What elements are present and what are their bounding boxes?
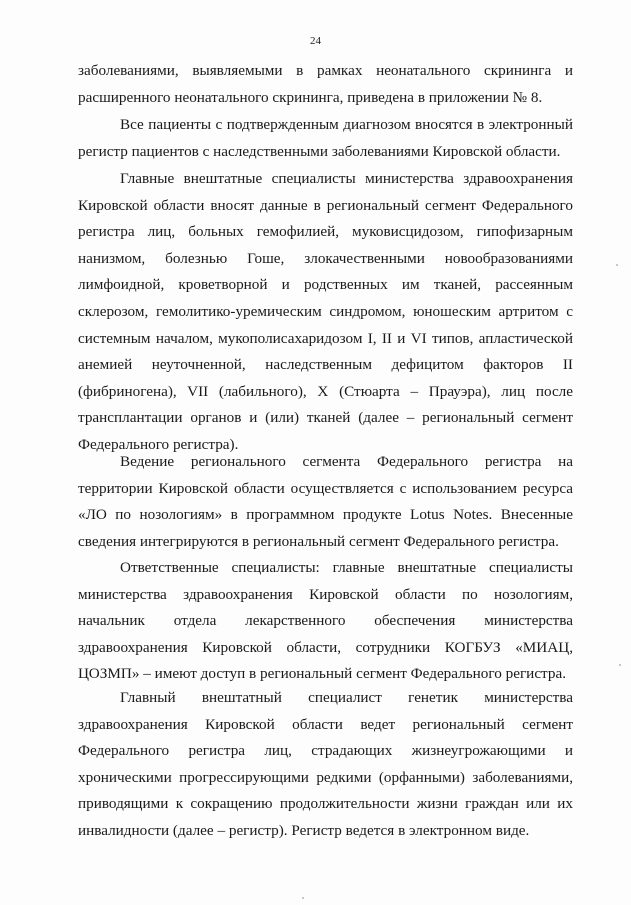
- paragraph-4: Ведение регионального сегмента Федерального регистра на территории Кировской области осуществляется с использованием ресурса «ЛО по нозологиям» в программном продукте Lotus Notes. Внесенные сведения интегрируются в региональный сегмент Федерального регистра.: [78, 453, 573, 550]
- paragraph-1: заболеваниями, выявляемыми в рамках неонатального скрининга и расширенного неонатального скрининга, приведена в приложении № 8.: [78, 62, 573, 106]
- paragraph-3: Главные внештатные специалисты министерства здравоохранения Кировской области вносят данные в региональный сегмент Федерального регистра лиц, больных гемофилией, муковисцидозом, гипофизарным нанизмом, болезнью Гоше, злокачественными новообразованиями лимфоидной, кроветворной и родственных им тканей, рассеянным склерозом, гемолитико-уремическим синдромом, юношеским артритом с системным началом, мукополисахаридозом I, II и VI типов, апластической анемией неуточненной, наследственным дефицитом факторов II (фибриногена), VII (лабильного), X (Стюарта – Прауэра), лиц после трансплантации органов и (или) тканей (далее – региональный сегмент Федерального регистра).: [78, 170, 573, 453]
- paragraph-2: Все пациенты с подтвержденным диагнозом вносятся в электронный регистр пациентов с наследственными заболеваниями Кировской области.: [78, 116, 573, 160]
- page-number: 24: [310, 35, 321, 47]
- paragraph-5: Ответственные специалисты: главные внештатные специалисты министерства здравоохранения Кировской области по нозологиям, начальник отдела лекарственного обеспечения министерства здравоохранения Кировской области, сотрудники КОГБУЗ «МИАЦ, ЦОЗМП» – имеют доступ в региональный сегмент Федерального регистра.: [78, 559, 573, 683]
- paragraph-6: Главный внештатный специалист генетик министерства здравоохранения Кировской области ведет региональный сегмент Федерального регистра лиц, страдающих жизнеугрожающими и хроническими прогрессирующими редкими (орфанными) заболеваниями, приводящими к сокращению продолжительности жизни граждан или их инвалидности (далее – регистр). Регистр ведется в электронном виде.: [78, 689, 573, 839]
